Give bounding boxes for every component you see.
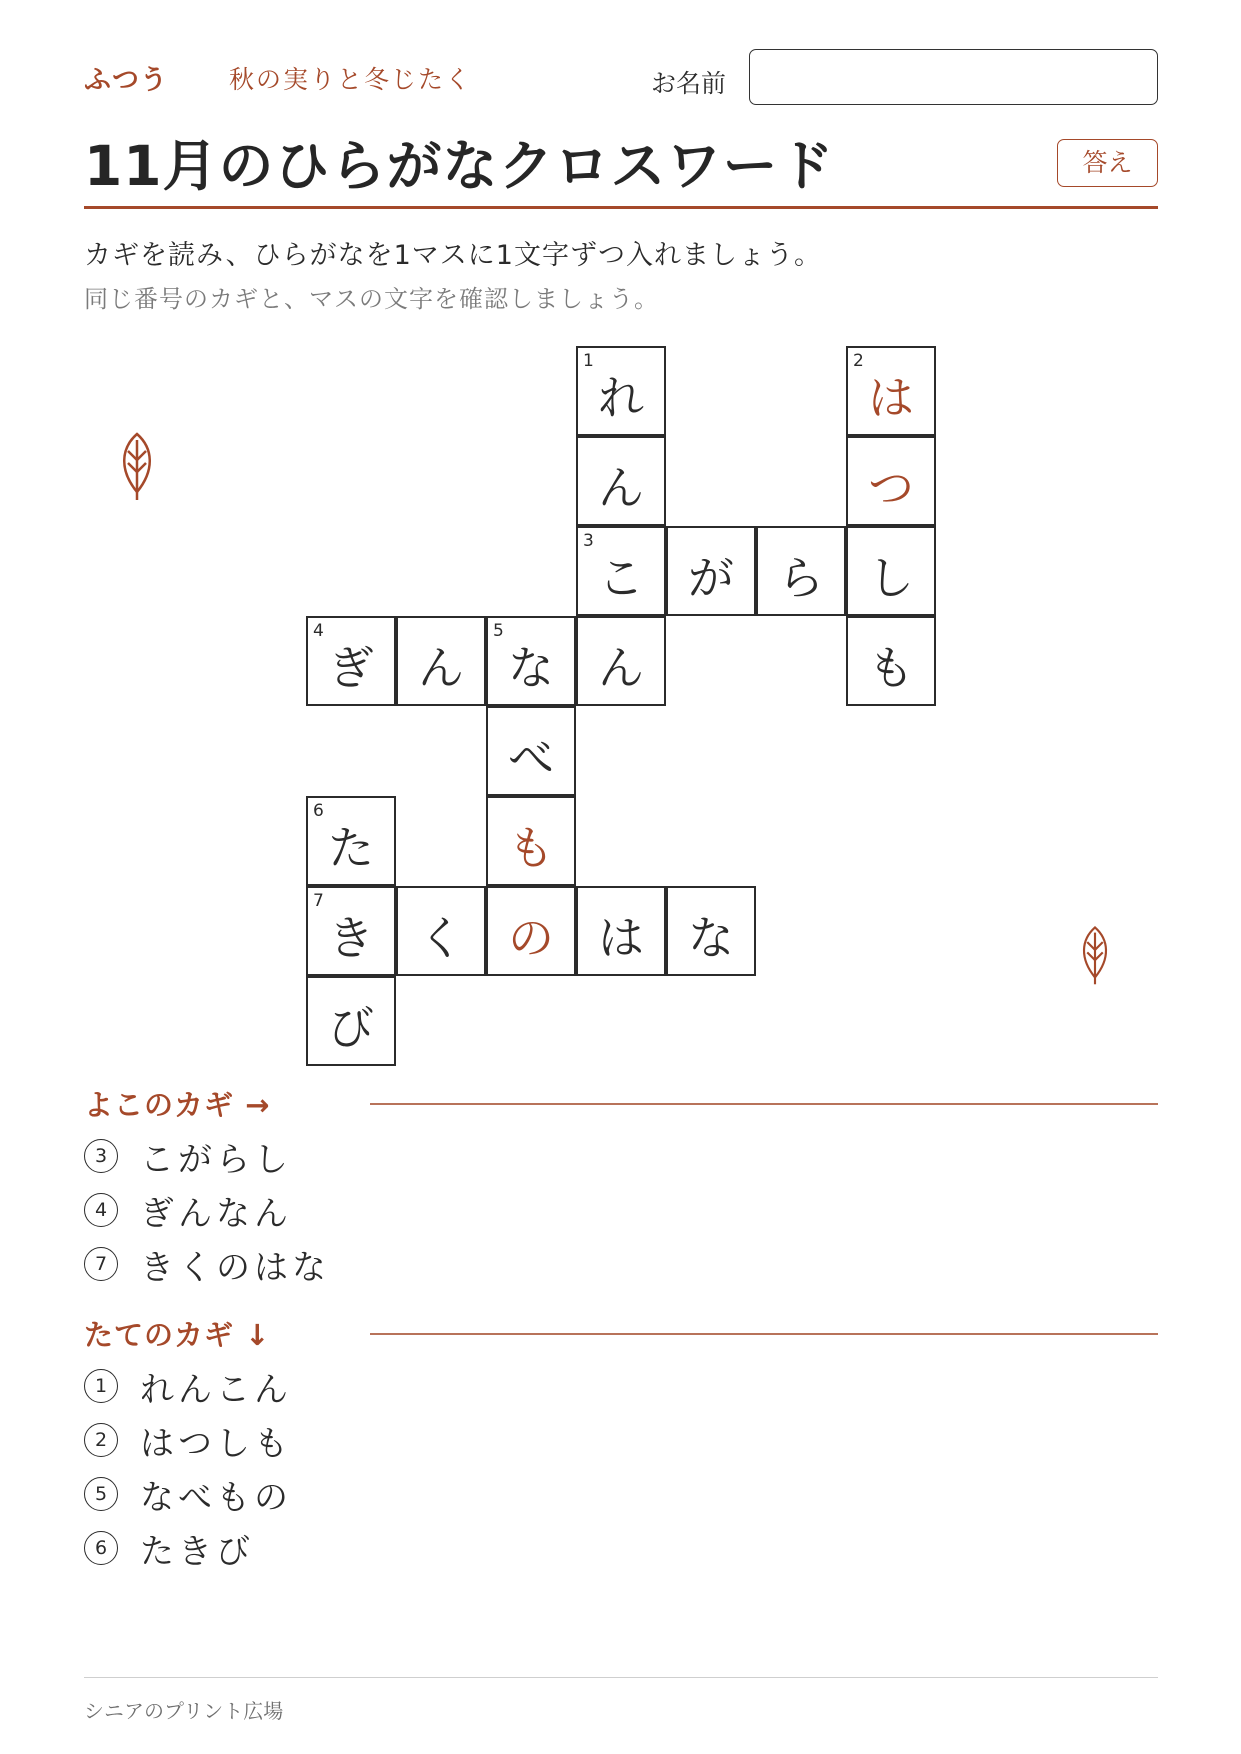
grid-cell[interactable]	[666, 526, 756, 616]
cell-letter: し	[868, 551, 914, 605]
title-divider	[84, 206, 1158, 209]
clue-number: 5	[84, 1477, 118, 1511]
cell-letter: つ	[868, 461, 914, 515]
cell-letter: が	[688, 551, 734, 605]
across-divider	[370, 1103, 1158, 1105]
leaf-icon	[113, 430, 161, 502]
grid-cell[interactable]	[846, 346, 936, 436]
clue-text: ぎんなん	[140, 1193, 292, 1234]
cell-number: 6	[313, 801, 324, 821]
clue-item	[84, 1417, 292, 1463]
cell-letter: ら	[778, 551, 824, 605]
grid-cell[interactable]	[846, 616, 936, 706]
cell-number: 7	[313, 891, 324, 911]
page-title: 11月のひらがなクロスワード	[84, 134, 835, 198]
grid-cell[interactable]	[576, 346, 666, 436]
cell-number: 1	[583, 351, 594, 371]
cell-number: 4	[313, 621, 324, 641]
theme-subtitle: 秋の実りと冬じたく	[229, 65, 473, 94]
cell-letter: べ	[508, 731, 554, 785]
grid-cell[interactable]	[396, 616, 486, 706]
grid-cell[interactable]	[576, 526, 666, 616]
instruction-line-1: カギを読み、ひらがなを1マスに1文字ずつ入れましょう。	[84, 240, 822, 271]
difficulty-level: ふつう	[84, 65, 168, 96]
grid-cell[interactable]	[846, 526, 936, 616]
grid-cell[interactable]	[306, 886, 396, 976]
clue-number: 2	[84, 1423, 118, 1457]
grid-cell[interactable]	[576, 616, 666, 706]
grid-cell[interactable]	[846, 436, 936, 526]
cell-letter: は	[868, 371, 914, 425]
clue-item	[84, 1525, 254, 1571]
clue-item	[84, 1133, 292, 1179]
answer-badge: 答え	[1057, 139, 1158, 187]
cell-letter: も	[868, 641, 914, 695]
clue-text: はつしも	[140, 1423, 292, 1464]
down-heading: たてのカギ ↓	[84, 1318, 271, 1352]
grid-cell[interactable]	[306, 796, 396, 886]
instruction-line-2: 同じ番号のカギと、マスの文字を確認しましょう。	[84, 285, 659, 313]
cell-letter: ん	[598, 461, 644, 515]
grid-cell[interactable]	[306, 976, 396, 1066]
cell-letter: は	[598, 911, 644, 965]
footer-text: シニアのプリント広場	[84, 1699, 284, 1723]
grid-cell[interactable]	[486, 796, 576, 886]
cell-letter: も	[508, 821, 554, 875]
grid-cell[interactable]	[576, 436, 666, 526]
cell-number: 5	[493, 621, 504, 641]
clue-item	[84, 1363, 292, 1409]
clue-item	[84, 1471, 292, 1517]
grid-cell[interactable]	[486, 886, 576, 976]
clue-text: れんこん	[140, 1369, 292, 1410]
grid-cell[interactable]	[486, 706, 576, 796]
cell-letter: ん	[598, 641, 644, 695]
clue-text: こがらし	[140, 1139, 292, 1180]
clue-text: きくのはな	[140, 1247, 330, 1288]
cell-letter: こ	[598, 551, 644, 605]
clue-item	[84, 1241, 330, 1287]
grid-cell[interactable]	[756, 526, 846, 616]
grid-cell[interactable]	[396, 886, 486, 976]
cell-letter: び	[328, 1001, 374, 1055]
cell-letter: く	[418, 911, 464, 965]
clue-number: 3	[84, 1139, 118, 1173]
clue-text: たきび	[140, 1531, 254, 1572]
cell-letter: き	[328, 911, 374, 965]
clue-number: 6	[84, 1531, 118, 1565]
footer-divider	[84, 1677, 1158, 1678]
name-field[interactable]	[749, 49, 1158, 105]
cell-letter: れ	[598, 371, 644, 425]
name-label: お名前	[651, 69, 727, 98]
grid-cell[interactable]	[306, 616, 396, 706]
cell-letter: ぎ	[328, 641, 374, 695]
cell-letter: ん	[418, 641, 464, 695]
cell-number: 2	[853, 351, 864, 371]
cell-letter: な	[688, 911, 734, 965]
clue-number: 4	[84, 1193, 118, 1227]
cell-letter: な	[508, 641, 554, 695]
grid-cell[interactable]	[576, 886, 666, 976]
clue-item	[84, 1187, 292, 1233]
down-divider	[370, 1333, 1158, 1335]
clue-number: 7	[84, 1247, 118, 1281]
cell-number: 3	[583, 531, 594, 551]
across-heading: よこのカギ →	[84, 1088, 271, 1122]
grid-cell[interactable]	[666, 886, 756, 976]
grid-cell[interactable]	[486, 616, 576, 706]
clue-text: なべもの	[140, 1477, 292, 1518]
leaf-icon	[1074, 924, 1116, 986]
cell-letter: の	[508, 911, 554, 965]
cell-letter: た	[328, 821, 374, 875]
clue-number: 1	[84, 1369, 118, 1403]
